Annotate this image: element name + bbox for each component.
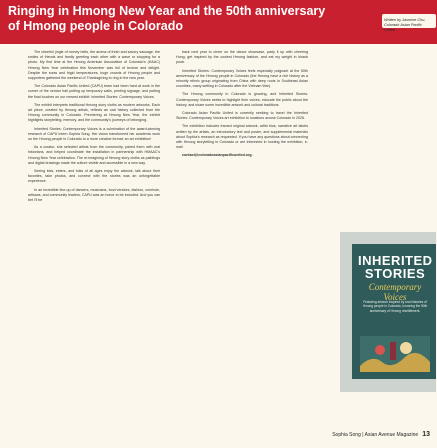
footer-text: Sophia Song | Asian Avenue Magazine — [332, 432, 419, 438]
page-footer — [300, 431, 430, 438]
paragraph: Inherited Stories: Contemporary Voices feels especially poignant at the 50th anniversary of the Hmong people in Colorado (the Hmong have a rich history as a minority ethnic group originating from China with deep roots in Southeast Asian countries, many settling in Colorado after the Vietnam War). — [176, 68, 308, 89]
poster-subtitle: Contemporary Voices — [368, 282, 422, 302]
paragraph: Inherited Stories: Contemporary Voices is a culmination of the award-winning research of CAPU intern Sophia Song. Her vision transformed her academic work on the Hmong people in Colorado to a more creative format: an art exhibition! — [28, 126, 160, 142]
paragraph: back next year to cheer on the dance showcase, party it up with cheering Hong, get inspired by the coolest Hmong fashion, and eat my weight in khaub poob. — [176, 50, 308, 65]
poster-title-line1: INHERITED — [358, 253, 433, 268]
paragraph: Seeing kids, elders, and folks of all ages enjoy the artwork, talk about their favorites, take photos, and connect with the stories was an unforgettable experience. — [28, 169, 160, 184]
poster-artwork-image — [360, 336, 430, 372]
paragraph: The exhibit interprets traditional Hmong story cloths as modern artworks. Each art piece, created by Hmong artists, reflects an oral history collected from the Hmong community in Colorado. Premiering at Hmong New Year, the exhibit highlights storytelling, memory, and the community's journeys of belonging. — [28, 102, 160, 123]
byline: Written by Jasmine Chu, Colorado Asian Pacific United — [384, 18, 426, 32]
poster-title — [358, 254, 432, 280]
exhibit-poster — [352, 244, 436, 379]
article-column-2 — [176, 50, 308, 162]
contact-email[interactable]: contact@coloradoasianpacificunited.org. — [182, 153, 253, 158]
paragraph: The Colorado Asian Pacific United (CAPU) team had been hard at work in the corner of the vendor hall putting up temporary walls, printing signage, and putting the final touches on our newest exhibit: Inherited Stories: Contemporary Voices. — [28, 84, 160, 99]
paragraph: The cheerful jingle of money belts, the aroma of fresh and savory sausage, the smiles of friends and family greeting each other with a wave or stopping for a photo. My first time at the Hmong American Association of Colorado's (HAAC) Hmong New Year celebration this November was full of texture and delight. Despite the snow and frigid temperatures, huge crowds of Hmong people and supporters gathered the weekend of Thanksgiving to ring in the new year. — [28, 50, 160, 81]
paragraph: The exhibition includes framed original artwork, artist bios, narrative art labels written by the artists, an introductory text and poster, and supplemental materials about Sophia's research as requested. If you have any questions about connecting with Hmong storytelling in Colorado or are interested in hosting the exhibition, e-mail — [176, 124, 308, 150]
paragraph: As a curator, she selected artists from the community, paired them with oral historians, and helped coordinate the installation in partnership with HMAAC's Hmong New Year celebration. The re-imagining of Hmong story cloths as paintings and digital drawings made the culture visible and accessible in a new way. — [28, 145, 160, 165]
article-column-1 — [28, 50, 160, 206]
poster-title-line2: STORIES — [364, 266, 426, 281]
poster-blurb: Featuring artwork inspired by oral histories of Hmong people in Colorado, honoring the 50th anniversary of Hmong resettlement. — [362, 300, 428, 313]
article-title: Ringing in Hmong New Year and the 50th anniversary of Hmong people in Colorado — [8, 4, 326, 33]
page-number: 13 — [422, 431, 430, 438]
paragraph: Colorado Asian Pacific United is currently seeking to travel the Inherited Stories: Contemporary Voices art exhibition to locations across Colorado in 2026. — [176, 111, 308, 121]
paragraph: In an incredible line-up of dancers, musicians, food vendors, fashion, cornhole, artisans, and community leaders, CAPU was an honor to be included. And you can bet I'll be — [28, 187, 160, 203]
paragraph: The Hmong community in Colorado is growing, and Inherited Stories: Contemporary Voices seeks to highlight their voices, educate the public about the history, and share some incredible artwork and cultural traditions. — [176, 92, 308, 107]
